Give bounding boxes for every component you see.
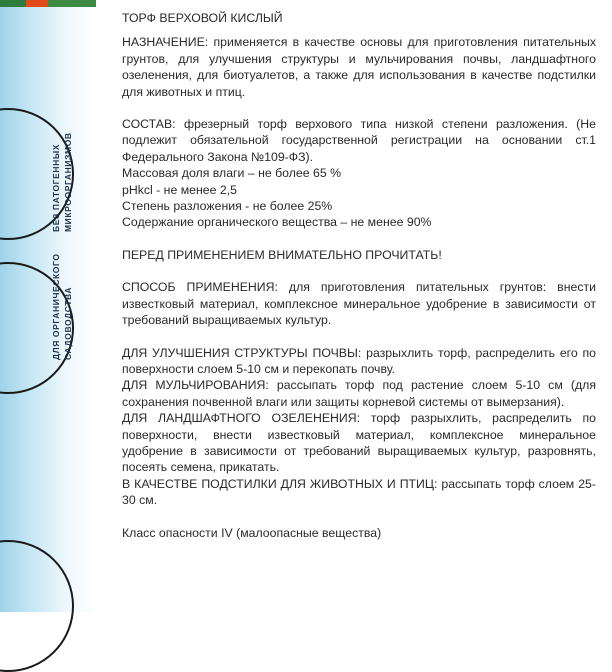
composition-paragraph: СОСТАВ: фрезерный торф верхового типа низкой степени разложения. (Не подлежит обязательной государственной регистрации на основании ст.1 Федерального Закона №109-ФЗ). bbox=[122, 117, 596, 164]
usage-soil-structure: ДЛЯ УЛУЧШЕНИЯ СТРУКТУРЫ ПОЧВЫ: разрыхлить торф, распределить его по поверхности слоем 5-10 см и перекопать почву. bbox=[122, 345, 596, 376]
package-side-stripe bbox=[0, 0, 96, 612]
badge-circle-icon bbox=[0, 540, 74, 672]
spec-decomposition: Степень разложения - не более 25% bbox=[122, 199, 333, 214]
green-band-2 bbox=[48, 0, 96, 7]
usage-mulching: ДЛЯ МУЛЬЧИРОВАНИЯ: рассыпать торф под растение слоем 5-10 см (для сохранения почвенной влаги или защиты корневой системы от вымерзания). bbox=[122, 378, 596, 409]
spec-moisture: Массовая доля влаги – не более 65 % bbox=[122, 166, 342, 181]
warning-text: ПЕРЕД ПРИМЕНЕНИЕМ ВНИМАТЕЛЬНО ПРОЧИТАТЬ! bbox=[122, 247, 442, 262]
product-title: ТОРФ ВЕРХОВОЙ КИСЛЫЙ bbox=[122, 11, 283, 25]
spec-ph: pHkcl - не менее 2,5 bbox=[122, 182, 237, 197]
no-pathogens-label: БЕЗ ПАТОГЕННЫХ МИКРООРГАНИЗМОВ bbox=[51, 132, 73, 232]
purpose-paragraph: НАЗНАЧЕНИЕ: применяется в качестве основы для приготовления питательных грунтов, для улучшения структуры и мульчирования почвы, ландшафтного озеленения, для биотуалетов, а также для использования в качестве подстилки для животных и птиц. bbox=[122, 35, 596, 99]
method-paragraph: СПОСОБ ПРИМЕНЕНИЯ: для приготовления питательных грунтов: внести известковый материал, комплексное минеральное удобрение в зависимости от требований выращиваемых культур. bbox=[122, 280, 596, 328]
red-band bbox=[26, 0, 48, 7]
organic-gardening-label: ДЛЯ ОРГАНИЧЕСКОГО САДОВОДСТВА bbox=[51, 253, 73, 360]
usage-bedding: В КАЧЕСТВЕ ПОДСТИЛКИ ДЛЯ ЖИВОТНЫХ И ПТИЦ: рассыпать торф слоем 25-30 см. bbox=[122, 476, 596, 508]
spec-organic: Содержание органического вещества – не менее 90% bbox=[122, 215, 432, 230]
product-description bbox=[122, 10, 596, 541]
usage-landscaping: ДЛЯ ЛАНДШАФТНОГО ОЗЕЛЕНЕНИЯ: торф разрыхлить, распределить по поверхности, внести известковый материал, комплексное минеральное удобрение в зависимости от требований выращиваемых культур, разровнять, посеять семена, прикатать. bbox=[122, 411, 596, 475]
hazard-class: Класс опасности IV (малоопасные вещества) bbox=[122, 525, 382, 540]
green-band bbox=[0, 0, 26, 7]
